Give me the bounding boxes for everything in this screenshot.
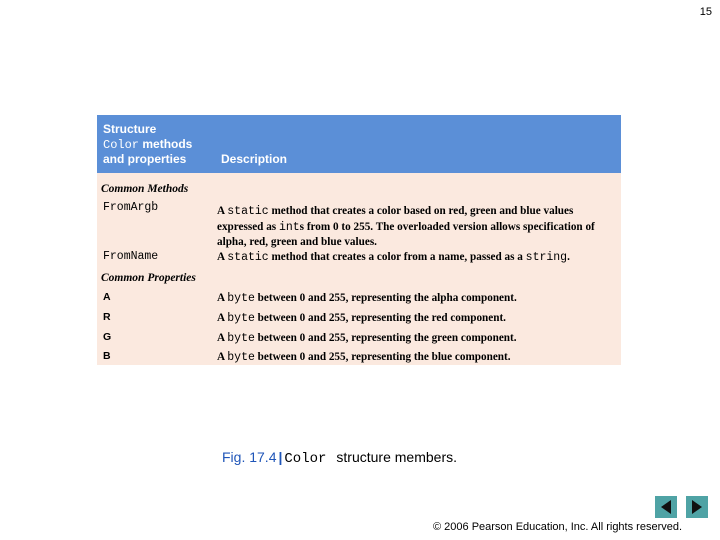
member-desc-g: A byte between 0 and 255, representing the green component.: [217, 332, 517, 345]
caption-separator: |: [278, 449, 283, 465]
member-name-b: B: [103, 350, 111, 362]
section-label-properties: Common Properties: [101, 272, 196, 284]
triangle-left-icon: [655, 496, 677, 518]
table-body: [97, 173, 621, 365]
table-header: [97, 115, 621, 173]
section-label-methods: Common Methods: [101, 183, 189, 195]
figure-number: Fig. 17.4: [222, 449, 277, 465]
copyright-footer: © 2006 Pearson Education, Inc. All rights reserved.: [433, 521, 683, 533]
member-desc-fromname: A static method that creates a color from a name, passed as a string.: [217, 251, 570, 264]
member-name-fromname: FromName: [103, 250, 159, 263]
member-desc-b: A byte between 0 and 255, representing the blue component.: [217, 351, 511, 364]
header-line-properties: and properties: [103, 152, 187, 166]
header-code-color: Color: [103, 137, 140, 152]
member-name-fromargb: FromArgb: [103, 201, 159, 214]
triangle-right-icon: [686, 496, 708, 518]
caption-text: structure members.: [336, 449, 458, 465]
caption-code-color: Color: [284, 451, 327, 467]
member-desc-a: A byte between 0 and 255, representing the alpha component.: [217, 292, 517, 305]
member-name-a: A: [103, 291, 111, 303]
member-name-g: G: [103, 331, 112, 343]
header-line-structure: Structure: [103, 122, 157, 136]
previous-slide-button[interactable]: [655, 496, 677, 518]
header-line-color-methods: [103, 137, 192, 153]
figure-caption: [222, 449, 457, 467]
member-desc-r: A byte between 0 and 255, representing the red component.: [217, 312, 506, 325]
member-name-r: R: [103, 311, 111, 323]
next-slide-button[interactable]: [686, 496, 708, 518]
header-description-column: Description: [221, 152, 288, 166]
color-members-table: [97, 115, 621, 365]
header-methods-text: methods: [139, 136, 193, 151]
member-desc-fromargb: A static method that creates a color based on red, green and blue values expressed as ints from 0 to 255. The overloaded version allows specification of alpha, red, green and blue values.: [217, 205, 595, 248]
header-structure-column: [103, 122, 192, 167]
slide-number: 15: [699, 6, 712, 18]
